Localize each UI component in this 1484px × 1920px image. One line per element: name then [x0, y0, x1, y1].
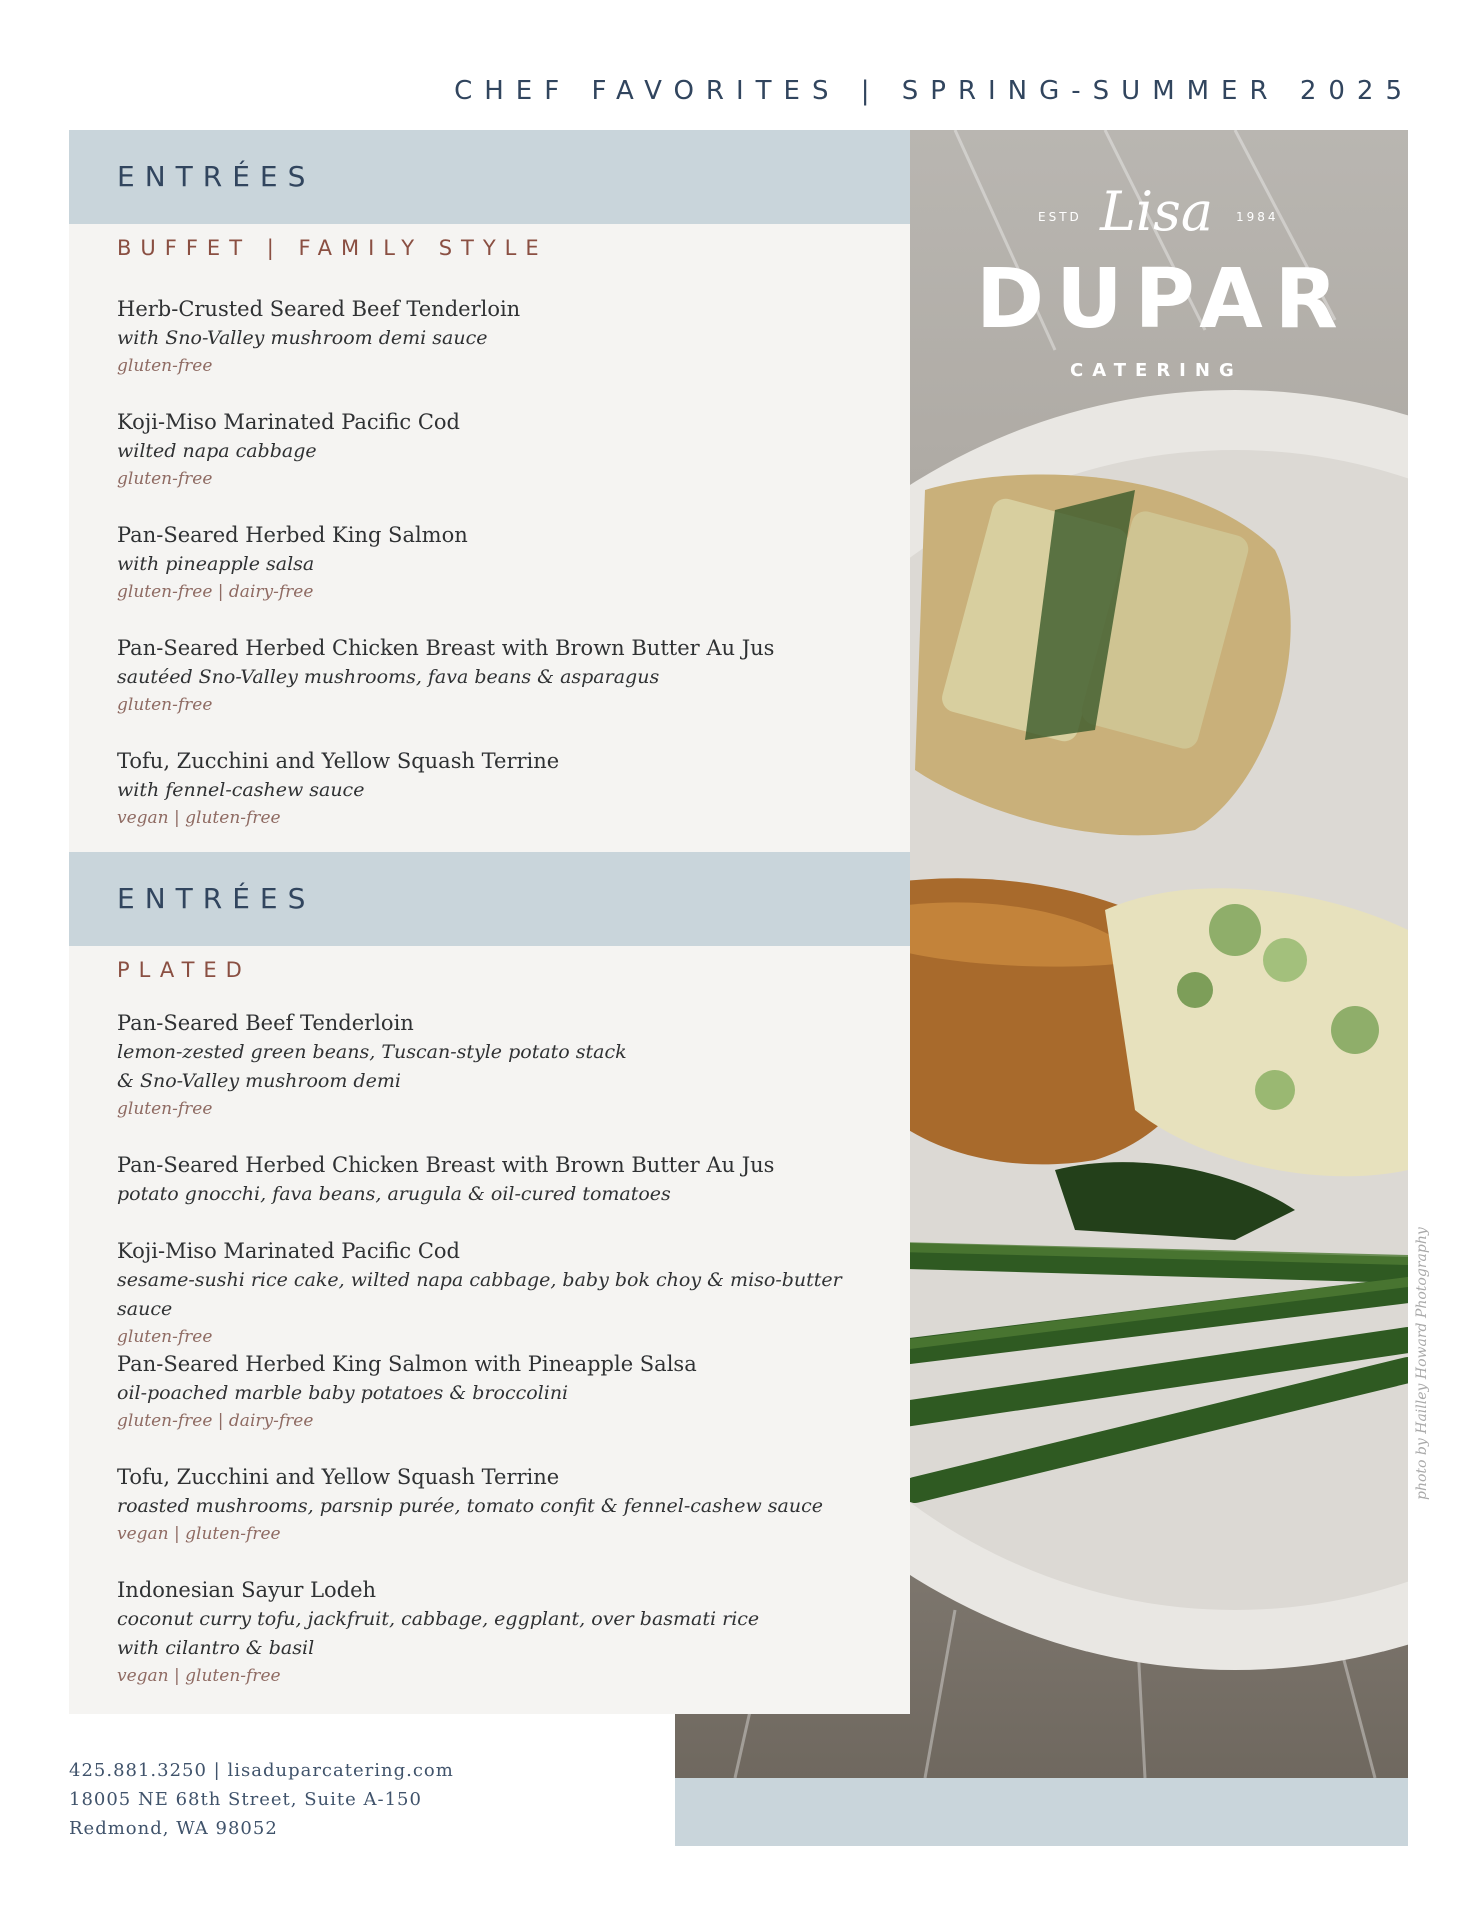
page-header-title: CHEF FAVORITES | SPRING-SUMMER 2025: [454, 76, 1414, 106]
item-description: lemon-zested green beans, Tuscan-style potato stack: [117, 1041, 627, 1063]
item-name: Pan-Seared Herbed Chicken Breast with Brown Butter Au Jus: [117, 1153, 775, 1177]
item-description: & Sno-Valley mushroom demi: [117, 1070, 401, 1092]
photo-credit: photo by Hailley Howard Photography: [1414, 1227, 1430, 1500]
menu-item: [117, 1236, 897, 1351]
photo-footer-band: [675, 1778, 1408, 1846]
item-description: potato gnocchi, fava beans, arugula & oil-cured tomatoes: [117, 1183, 671, 1205]
menu-item: [117, 407, 897, 493]
section-title-plated: ENTRÉES: [69, 852, 910, 946]
item-description: sautéed Sno-Valley mushrooms, fava beans & asparagus: [117, 666, 660, 688]
item-description: with fennel-cashew sauce: [117, 779, 365, 801]
item-description: roasted mushrooms, parsnip purée, tomato confit & fennel-cashew sauce: [117, 1495, 823, 1517]
item-dietary: gluten-free: [117, 469, 213, 489]
item-dietary: vegan | gluten-free: [117, 1524, 281, 1544]
contact-address-line1: 18005 NE 68th Street, Suite A-150: [69, 1789, 422, 1810]
item-description: oil-poached marble baby potatoes & broccolini: [117, 1382, 569, 1404]
menu-item: [117, 1349, 897, 1435]
menu-item: [117, 1462, 897, 1548]
section-title-buffet: ENTRÉES: [69, 130, 910, 224]
contact-address-line2: Redmond, WA 98052: [69, 1818, 278, 1839]
contact-phone-website: 425.881.3250 | lisaduparcatering.com: [69, 1760, 454, 1781]
item-dietary: vegan | gluten-free: [117, 1666, 281, 1686]
item-dietary: gluten-free | dairy-free: [117, 1411, 314, 1431]
contact-footer: [69, 1756, 454, 1843]
item-name: Pan-Seared Herbed King Salmon: [117, 523, 468, 547]
item-name: Pan-Seared Herbed Chicken Breast with Brown Butter Au Jus: [117, 636, 775, 660]
section-subtitle-buffet: BUFFET | FAMILY STYLE: [117, 236, 548, 260]
item-name: Tofu, Zucchini and Yellow Squash Terrine: [117, 749, 560, 773]
item-name: Pan-Seared Beef Tenderloin: [117, 1011, 414, 1035]
logo-name: DUPAR: [976, 252, 1350, 347]
item-dietary: vegan | gluten-free: [117, 808, 281, 828]
item-name: Pan-Seared Herbed King Salmon with Pineapple Salsa: [117, 1352, 697, 1376]
menu-item: [117, 1575, 897, 1690]
item-name: Koji-Miso Marinated Pacific Cod: [117, 1239, 460, 1263]
item-dietary: gluten-free: [117, 1099, 213, 1119]
item-description: with Sno-Valley mushroom demi sauce: [117, 327, 488, 349]
item-description: with cilantro & basil: [117, 1637, 315, 1659]
logo-year: 1984: [1236, 210, 1279, 224]
logo-estd: ESTD: [1038, 210, 1082, 224]
menu-item: [117, 633, 897, 719]
menu-item: [117, 520, 897, 606]
section-subtitle-plated: PLATED: [117, 958, 251, 982]
item-dietary: gluten-free | dairy-free: [117, 582, 314, 602]
item-dietary: gluten-free: [117, 1327, 213, 1347]
item-name: Koji-Miso Marinated Pacific Cod: [117, 410, 460, 434]
item-name: Tofu, Zucchini and Yellow Squash Terrine: [117, 1465, 560, 1489]
item-description: wilted napa cabbage: [117, 440, 317, 462]
menu-card: [69, 130, 910, 1714]
item-name: Herb-Crusted Seared Beef Tenderloin: [117, 297, 521, 321]
item-name: Indonesian Sayur Lodeh: [117, 1578, 377, 1602]
menu-item: [117, 1008, 897, 1123]
brand-logo: [960, 170, 1360, 390]
item-dietary: gluten-free: [117, 356, 213, 376]
item-dietary: gluten-free: [117, 695, 213, 715]
menu-item: [117, 1150, 897, 1209]
menu-item: [117, 746, 897, 832]
logo-script: Lisa: [1100, 180, 1214, 243]
item-description: sesame-sushi rice cake, wilted napa cabbage, baby bok choy & miso-butter sauce: [117, 1269, 842, 1320]
menu-item: [117, 294, 897, 380]
logo-tagline: CATERING: [1070, 360, 1243, 381]
item-description: coconut curry tofu, jackfruit, cabbage, eggplant, over basmati rice: [117, 1608, 760, 1630]
item-description: with pineapple salsa: [117, 553, 315, 575]
